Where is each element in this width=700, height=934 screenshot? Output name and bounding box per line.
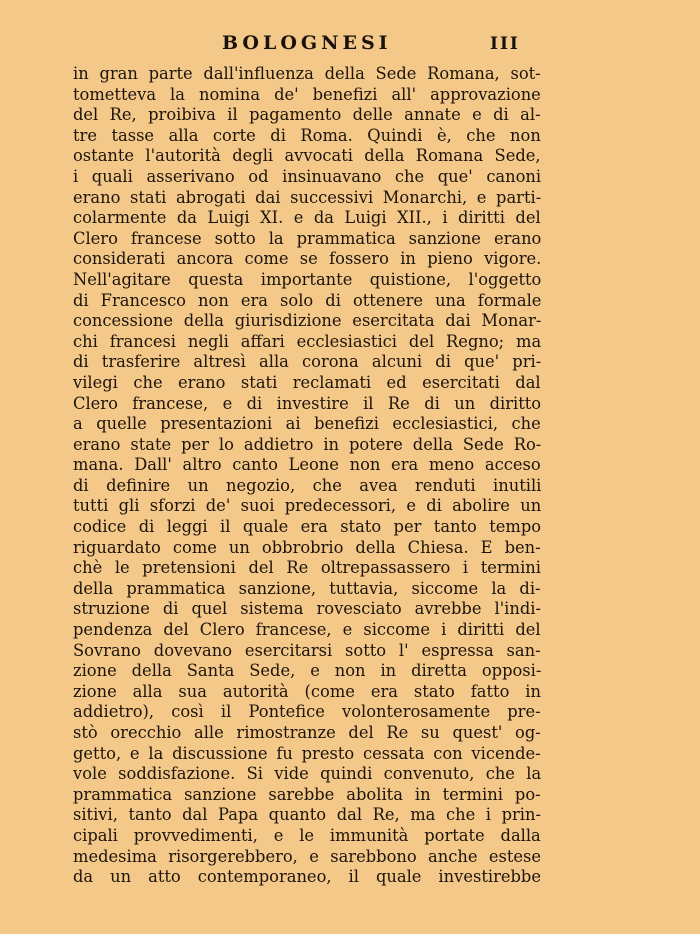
text-line: getto, e la discussione fu presto cessata con vicende- — [73, 743, 541, 763]
page-number: III — [490, 34, 520, 54]
text-line: di Francesco non era solo di ottenere una formale — [73, 290, 542, 310]
body-text — [73, 64, 541, 888]
text-line: mana. Dall' altro canto Leone non era meno acceso — [73, 455, 541, 475]
text-line: addietro), così il Pontefice volonterosamente pre- — [73, 702, 541, 722]
text-line: ostante l'autorità degli avvocati della Romana Sede, — [73, 146, 541, 166]
text-line: a quelle presentazioni ai benefizi ecclesiastici, che — [73, 414, 541, 434]
text-line: codice di leggi il quale era stato per tanto tempo — [73, 517, 542, 537]
text-line: da un atto contemporaneo, il quale investirebbe — [73, 867, 541, 887]
text-line: del Re, proibiva il pagamento delle annate e di al- — [73, 105, 541, 125]
text-line: di definire un negozio, che avea renduti inutili — [73, 475, 542, 495]
text-line: Sovrano dovevano esercitarsi sotto l' espressa san- — [73, 640, 541, 660]
page-header — [0, 32, 700, 58]
text-line: struzione di quel sistema rovesciato avrebbe l'indi- — [73, 599, 541, 619]
text-line: vole soddisfazione. Si vide quindi convenuto, che la — [73, 764, 542, 784]
text-line: chi francesi negli affari ecclesiastici del Regno; ma — [73, 331, 542, 351]
text-line: sitivi, tanto dal Papa quanto dal Re, ma che i prin- — [73, 805, 541, 825]
text-line: erano stati abrogati dai successivi Monarchi, e parti- — [73, 187, 542, 207]
text-line: erano state per lo addietro in potere della Sede Ro- — [73, 434, 542, 454]
running-title: BOLOGNESI — [222, 32, 392, 54]
text-line: concessione della giurisdizione esercitata dai Monar- — [73, 311, 542, 331]
text-line: tometteva la nomina de' benefizi all' approvazione — [73, 84, 541, 104]
text-line: tre tasse alla corte di Roma. Quindi è, che non — [73, 125, 541, 145]
text-line: zione della Santa Sede, e non in diretta opposi- — [73, 661, 542, 681]
text-line: della prammatica sanzione, tuttavia, siccome la di- — [73, 578, 541, 598]
text-line: considerati ancora come se fossero in pieno vigore. — [73, 249, 542, 269]
text-line: vilegi che erano stati reclamati ed esercitati dal — [73, 372, 541, 392]
text-line: chè le pretensioni del Re oltrepassassero i termini — [73, 558, 541, 578]
text-line: Clero francese, e di investire il Re di un diritto — [73, 393, 542, 413]
text-line: prammatica sanzione sarebbe abolita in termini po- — [73, 784, 541, 804]
text-line: di trasferire altresì alla corona alcuni di que' pri- — [73, 352, 542, 372]
text-line: zione alla sua autorità (come era stato fatto in — [73, 681, 541, 701]
text-line: riguardato come un obbrobrio della Chiesa. E ben- — [73, 537, 541, 557]
text-line: i quali asserivano od insinuavano che que' canoni — [73, 166, 542, 186]
text-line: medesima risorgerebbero, e sarebbono anche estese — [73, 846, 542, 866]
text-line: stò orecchio alle rimostranze del Re su quest' og- — [73, 723, 541, 742]
text-line: pendenza del Clero francese, e siccome i diritti del — [73, 620, 541, 640]
text-line: cipali provvedimenti, e le immunità portate dalla — [73, 825, 541, 845]
text-line: colarmente da Luigi XI. e da Luigi XII., i diritti del — [73, 208, 541, 228]
text-line: Clero francese sotto la prammatica sanzione erano — [73, 228, 542, 248]
text-line: tutti gli sforzi de' suoi predecessori, e di abolire un — [73, 496, 542, 516]
text-line: in gran parte dall'influenza della Sede Romana, sot- — [73, 64, 541, 83]
text-line: Nell'agitare questa importante quistione, l'oggetto — [73, 269, 542, 289]
